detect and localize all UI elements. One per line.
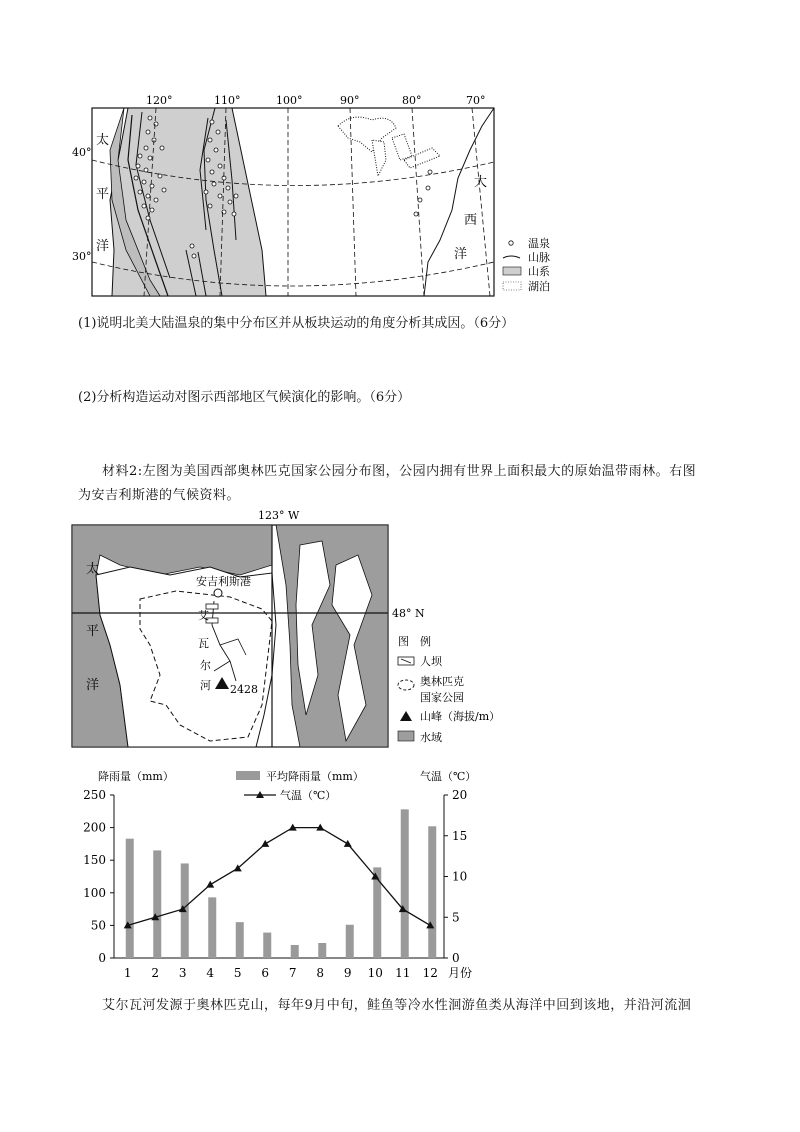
river-label: 艾 — [198, 609, 209, 622]
left-axis-title: 降雨量（mm） — [98, 770, 174, 783]
ocean-label: 西 — [464, 213, 478, 228]
peak-elevation: 2428 — [230, 683, 258, 696]
rainfall-bar — [153, 850, 161, 958]
month-label: 9 — [343, 966, 352, 980]
lat-label: 40° — [72, 146, 92, 159]
right-axis-title: 气温（℃） — [420, 770, 477, 783]
legend-label: 山脉 — [528, 251, 550, 264]
city-label: 安吉利斯港 — [196, 575, 251, 588]
month-label: 5 — [233, 966, 242, 980]
lon-label: 90° — [340, 94, 360, 107]
olympic-park-map — [0, 505, 800, 755]
left-tick-label: 250 — [83, 788, 106, 802]
right-tick-label: 5 — [452, 910, 460, 925]
temperature-point — [261, 840, 269, 847]
river-label: 瓦 — [198, 637, 209, 650]
month-label: 10 — [367, 966, 383, 980]
left-tick-label: 100 — [83, 885, 106, 900]
ocean-label: 洋 — [454, 247, 468, 262]
lon-label: 120° — [146, 94, 173, 107]
lat-label: 30° — [72, 250, 92, 263]
lon-label: 80° — [402, 94, 422, 107]
legend-title: 图 例 — [398, 635, 431, 648]
rainfall-bar — [208, 897, 216, 958]
question-1: (1)说明北美大陆温泉的集中分布区并从板块运动的角度分析其成因。（6分） — [78, 316, 515, 331]
temperature-point — [206, 881, 214, 888]
month-label: 12 — [422, 966, 438, 980]
temperature-point — [344, 840, 352, 847]
lon-label: 110° — [214, 94, 241, 107]
rainfall-bar — [401, 809, 409, 958]
left-tick-label: 0 — [98, 951, 106, 965]
map1-legend — [503, 237, 550, 293]
rainfall-bar — [373, 867, 381, 958]
rainfall-bar — [236, 922, 244, 958]
ocean-label: 平 — [96, 187, 110, 202]
left-tick-label: 150 — [83, 853, 106, 868]
month-label: 4 — [206, 966, 215, 980]
left-tick-label: 50 — [90, 918, 106, 933]
rainfall-bar — [263, 933, 271, 958]
right-tick-label: 10 — [452, 869, 468, 884]
ocean-label: 平 — [86, 624, 100, 639]
material-2-line1: 材料2:左图为美国西部奥林匹克国家公园分布图，公园内拥有世界上面积最大的原始温带雨林。右图 — [102, 464, 697, 479]
legend-label: 温泉 — [528, 237, 550, 250]
map2-legend — [398, 634, 500, 744]
legend-label: 湖泊 — [528, 280, 550, 293]
lon-label: 123° W — [258, 509, 300, 522]
legend-label: 国家公园 — [420, 691, 464, 704]
ocean-label: 大 — [474, 175, 488, 190]
material-2-line2: 为安吉利斯港的气候资料。 — [78, 488, 241, 503]
legend-label: 山系 — [528, 265, 550, 278]
rainfall-bar — [291, 945, 299, 958]
river-label: 尔 — [200, 659, 211, 672]
lon-label: 100° — [276, 94, 303, 107]
legend-bar-label: 平均降雨量（mm） — [266, 770, 364, 783]
month-label: 11 — [395, 966, 411, 980]
legend-label: 奥林匹克 — [420, 675, 464, 688]
river-label: 河 — [200, 679, 211, 692]
month-label: 1 — [123, 966, 132, 980]
legend-label: 人坝 — [420, 655, 442, 668]
legend-line-label: 气温（℃） — [280, 789, 337, 802]
temperature-line — [128, 828, 431, 926]
ocean-label: 洋 — [96, 239, 110, 254]
right-tick-label: 0 — [452, 951, 460, 965]
climate-chart — [0, 760, 800, 990]
rainfall-bar — [126, 839, 134, 958]
legend-label: 水域 — [420, 731, 442, 744]
question-2: (2)分析构造运动对图示西部地区气候演化的影响。（6分） — [78, 390, 411, 405]
bottom-paragraph: 艾尔瓦河发源于奥林匹克山，每年9月中旬，鲑鱼等冷水性洄游鱼类从海洋中回到该地，并沿河流洄 — [102, 998, 692, 1013]
ocean-label: 太 — [86, 562, 100, 577]
lat-label: 48° N — [392, 607, 425, 620]
north-america-hot-spring-map — [0, 0, 800, 310]
month-label: 7 — [288, 966, 297, 980]
month-label: 8 — [316, 966, 325, 980]
month-label: 3 — [178, 966, 187, 980]
month-label: 2 — [151, 966, 160, 980]
month-label: 6 — [261, 966, 270, 980]
lon-label: 70° — [466, 94, 486, 107]
ocean-label: 太 — [96, 133, 110, 148]
ocean-label: 洋 — [86, 678, 100, 693]
rainfall-bar — [346, 925, 354, 958]
legend-label: 山峰（海拔/m） — [420, 710, 501, 723]
legend-bar-swatch — [236, 771, 260, 780]
x-axis-suffix: 月份 — [448, 966, 473, 980]
right-tick-label: 20 — [452, 788, 468, 802]
rainfall-bar — [428, 826, 436, 958]
rainfall-bar — [318, 943, 326, 958]
right-tick-label: 15 — [452, 828, 468, 843]
left-tick-label: 200 — [83, 820, 106, 835]
